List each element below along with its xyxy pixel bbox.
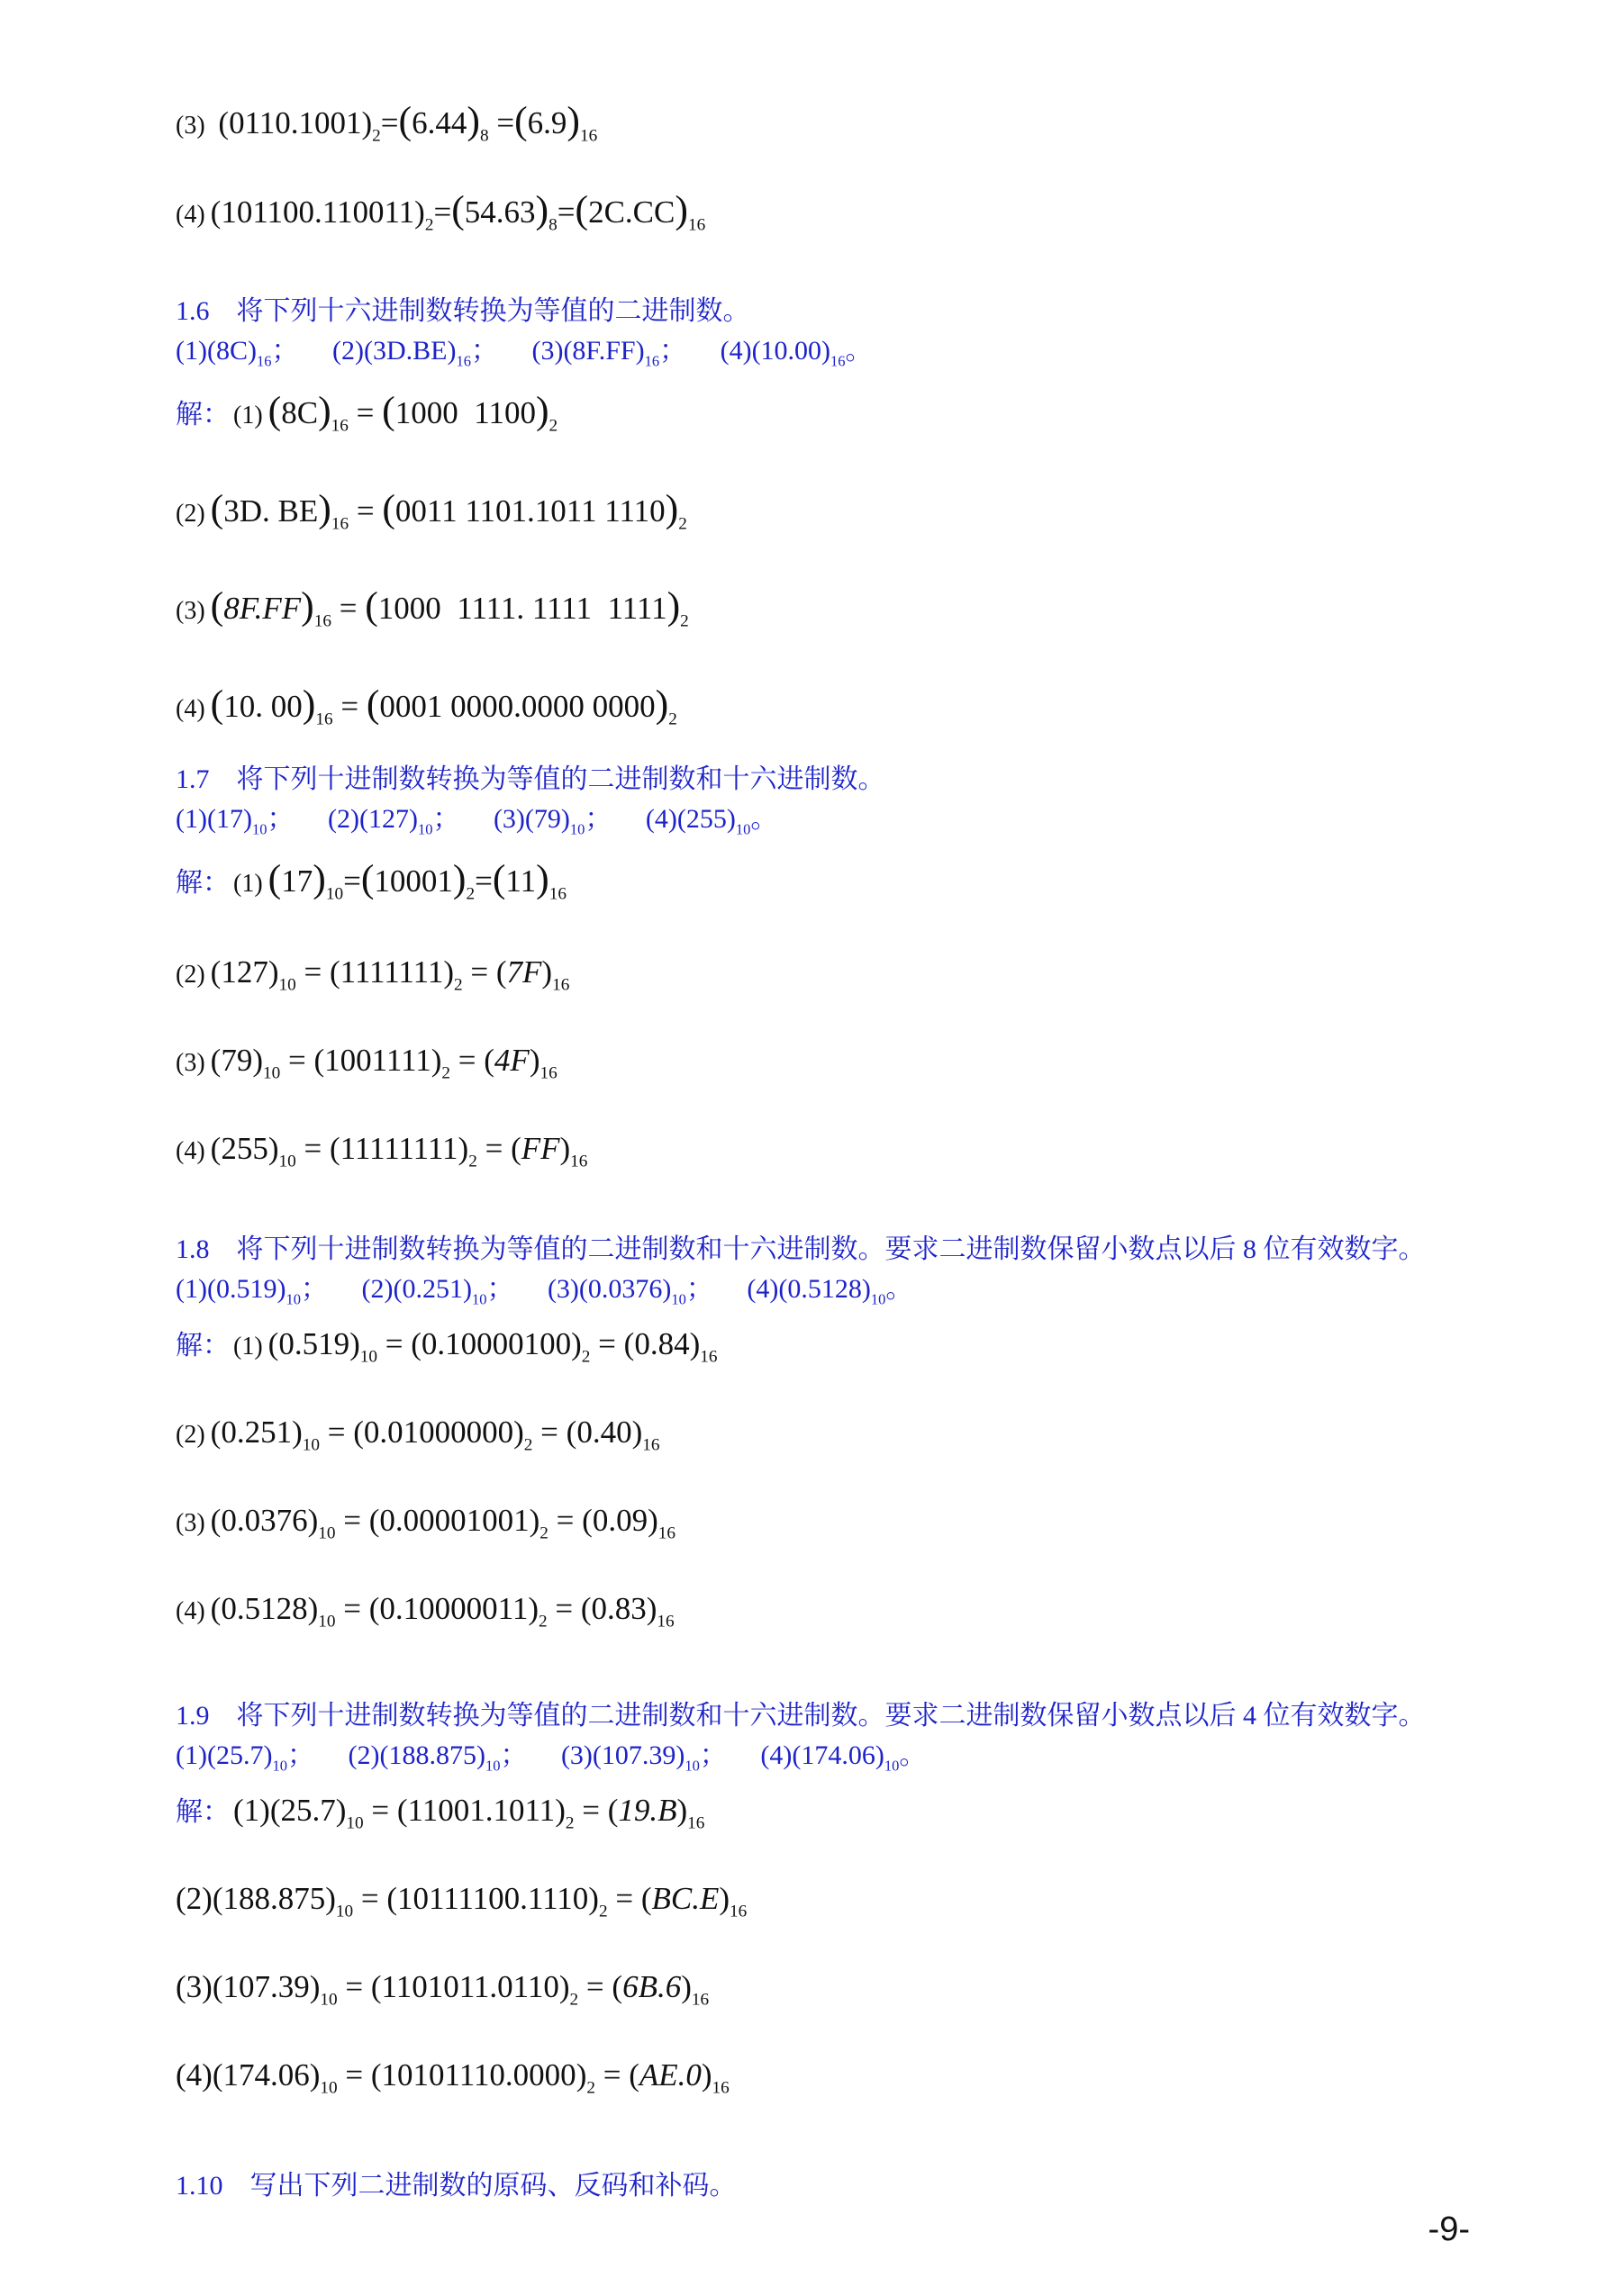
eq-top-4: (4) $(101100.110011)_2=(54.63)_8=(2C.CC)_{16}$ xyxy=(176,187,706,235)
solution-4: (4) (10. $00)_{16} = (0001$ 0000.0000 $0000)_2$ xyxy=(176,682,677,729)
solution-2: (2) $(127)_{10} = (1111111)_2 = (7F)_{16}$ xyxy=(176,954,570,995)
top-block xyxy=(176,97,1515,233)
solution-3: (3) $(8F.FF)_{16} = (1000$ 1111. 1111 $1111)_2$ xyxy=(176,584,689,631)
section-title: 1.9 将下列十进制数转换为等值的二进制数和十六进制数。要求二进制数保留小数点以后 4 位有效数字。 xyxy=(176,1701,1426,1731)
page-number: -9- xyxy=(1428,2210,1470,2248)
solution-4: (4) $(0.5128)_{10} = (0.10000011)_2 = (0.83)_{16}$ xyxy=(176,1591,675,1632)
section-title: 1.8 将下列十进制数转换为等值的二进制数和十六进制数。要求二进制数保留小数点以后 8 位有效数字。 xyxy=(176,1234,1426,1264)
solution-1: 解： (1) $(8C)_{16} = (1000$ $1100)_2$ xyxy=(176,389,558,436)
section-title: 1.10 写出下列二进制数的原码、反码和补码。 xyxy=(176,2171,737,2201)
solution-1: 解： (1) $(0.519)_{10} = (0.10000100)_2 = (0.84)_{16}$ xyxy=(176,1326,718,1367)
solution-3: $(3)(107.39)_{10} = (1101011.0110)_2 = (6B.6)_{16}$ xyxy=(176,1969,710,2010)
section-1-8 xyxy=(176,1234,1515,1632)
solution-1: 解： $(1)(25.7)_{10} = (11001.1011)_2 = (19.B)_{16}$ xyxy=(176,1793,705,1833)
eq-top-3: (3) $(0110.1001)_2=(6.44)_8 =(6.9)_{16}$ xyxy=(176,99,598,146)
section-1-7 xyxy=(176,764,1515,1171)
solution-2: (2) $(0.251)_{10} = (0.01000000)_2 = (0.40)_{16}$ xyxy=(176,1415,660,1455)
solution-4: $(4)(174.06)_{10} = (10101110.0000)_2 = (AE.0)_{16}$ xyxy=(176,2057,730,2098)
section-title: 1.6 将下列十六进制数转换为等值的二进制数。 xyxy=(176,296,750,326)
problem-items: $(1)(8C)_{16}$； $(2)(3D.BE)_{16}$； $(3)(8F.FF)_{16}$； $(4)(10.00)_{16}$。 xyxy=(176,336,873,370)
solution-2: (2) (3D. $BE)_{16} = (0011$ 1101.1011 $1110)_2$ xyxy=(176,486,687,534)
problem-items: $(1)(25.7)_{10}$； $(2)(188.875)_{10}$； $(3)(107.39)_{10}$； $(4)(174.06)_{10}$。 xyxy=(176,1740,927,1775)
section-1-10 xyxy=(176,2170,1515,2202)
problem-items: $(1)(17)_{10}$； $(2)(127)_{10}$； $(3)(79)_{10}$； $(4)(255)_{10}$。 xyxy=(176,804,778,838)
section-1-9 xyxy=(176,1700,1515,2098)
solution-2: $(2)(188.875)_{10} = (10111100.1110)_2 = (BC.E)_{16}$ xyxy=(176,1881,748,1921)
problem-items: $(1)(0.519)_{10}$； $(2)(0.251)_{10}$； $(3)(0.0376)_{10}$； $(4)(0.5128)_{10}$。 xyxy=(176,1274,913,1308)
section-1-6 xyxy=(176,295,1515,728)
solution-3: (3) $(0.0376)_{10} = (0.00001001)_2 = (0.09)_{16}$ xyxy=(176,1503,675,1543)
section-title: 1.7 将下列十进制数转换为等值的二进制数和十六进制数。 xyxy=(176,764,885,794)
solution-1: 解： (1) $(17)_{10}=(10001)_2=(11)_{16}$ xyxy=(176,857,567,904)
solution-3: (3) $(79)_{10} = (1001111)_2 = (4F)_{16}$ xyxy=(176,1042,558,1083)
solution-4: (4) $(255)_{10} = (11111111)_2 = (FF)_{16}$ xyxy=(176,1130,588,1171)
